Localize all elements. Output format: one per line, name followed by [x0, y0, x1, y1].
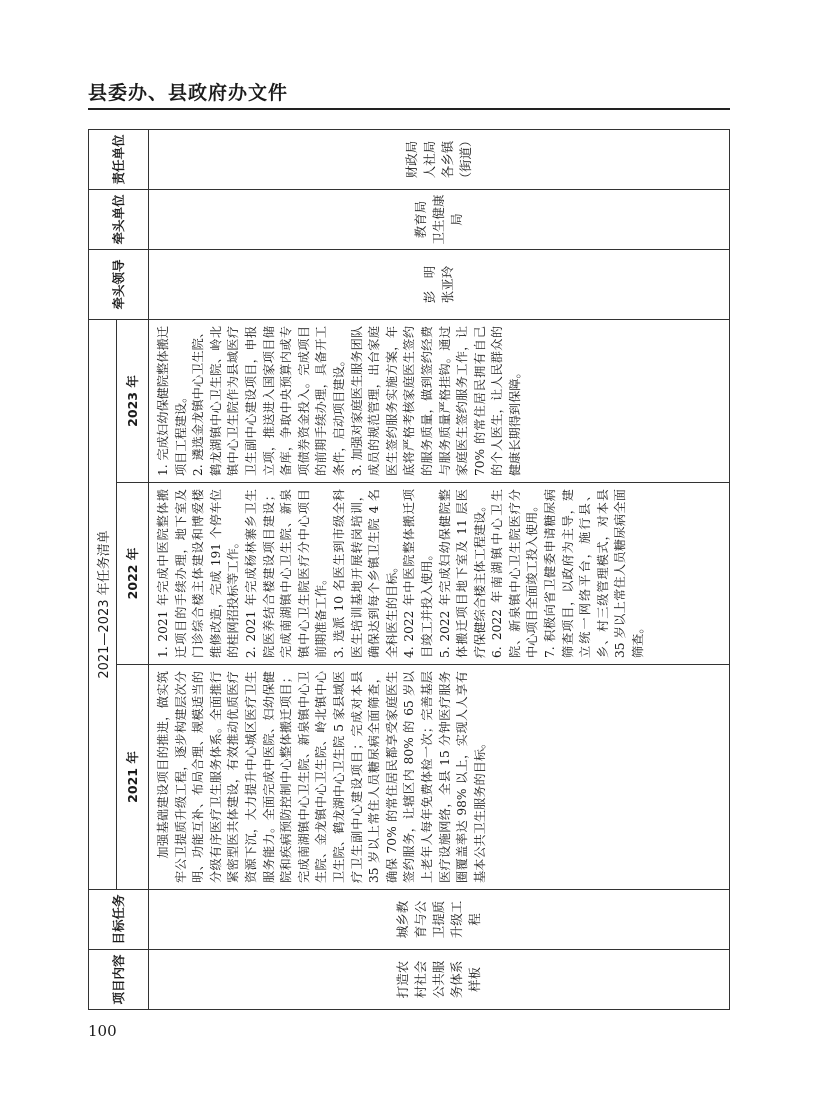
item-2022-1: 1. 2021 年完成中医院整体搬迁项目的手续办理，地下室及门诊综合楼主体建设和博爱楼维修改造，完成 191 个停车位的桂网招投标等工作。 [156, 489, 241, 658]
item-2022-6: 6. 2022 年南湖镇中心卫生院、新泉镇中心卫生院医疗分中心项目全面竣工投入使用。 [490, 489, 540, 658]
cell-leader: 彭 明 张亚玲 [149, 249, 730, 319]
cell-2023 [149, 319, 730, 482]
cell-project: 打造农村社会公共服务体系样板 [149, 950, 730, 1010]
item-2022-2: 2. 2021 年完成杨林寨乡卫生院医养结合楼建设项目建设；完成南湖镇中心卫生院、新泉镇中心卫生院医疗分中心项目前期准备工作。 [243, 489, 329, 658]
cell-2022 [149, 483, 730, 665]
header-2021: 2021 年 [117, 665, 149, 890]
cell-resp-unit: 财政局 人社局 各乡镇 （街道） [149, 129, 730, 189]
rotated-table [88, 130, 730, 1010]
cell-lead-unit: 教育局 卫生健康局 [149, 189, 730, 249]
cell-goal: 城乡教育与公卫提质升级工程 [149, 890, 730, 950]
item-2023-2: 2. 遴选金龙镇中心卫生院、鹤龙湖镇中心卫生院、岭北镇中心卫生院作为县域医疗卫生副中心建设项目，申报立项，推送进入国家项目储备库，争取中央预算内或专项债券资金投入。完成项目的前期手续办理，具备开工条件，启动项目建设。 [191, 325, 346, 476]
header-leader: 牵头领导 [89, 249, 149, 319]
cell-2021: 加强基础建设项目的推进，做实筑牢公卫提质升级工程，逐步构建层次分明、功能互补、布局合理、规模适当的分级有序医疗卫生服务体系。全面推行紧密型医共体建设，有效推动优质医疗资源下沉，大力提升中心城区医疗卫生服务能力。全面完成中医院、妇幼保健院和疾病预防控制中心整体搬迁项目；完成南湖镇中心卫生院、新泉镇中心卫生院、金龙镇中心卫生院、岭北镇中心卫生院、鹤龙湖中心卫生院 5 家县域医疗卫生副中心建设项目；完成对本县 35 岁以上常住人员糖尿病全面筛查，确保 70% 的常住居民都享受家庭医生签约服务，让辖区内 80% 的 65 岁以上老年人每年免费体检一次；完善基层医疗设施网络，全县 15 分钟医疗服务圈覆盖率达 98% 以上，实现人人享有基本公共卫生服务的目标。 [149, 665, 730, 890]
item-2022-3: 3. 选派 10 名医生到市级全科医生培训基地开展转岗培训，确保达到每个乡镇卫生院 4 名全科医生的目标。 [331, 489, 399, 658]
header-rule [88, 108, 730, 110]
item-2023-1: 1. 完成妇幼保健院整体搬迁项目工程建设。 [156, 325, 188, 476]
item-2023-3: 3. 加强对家庭医生服务团队成员的规范管理，出台家庭医生签约服务实施方案，年底将严格考核家庭医生签约的服务质量，做到签约经费与服务质量严格挂钩。通过家庭医生签约服务工作，让 70% 的常住居民拥有自己的个人医生，让人民群众的健康长期得到保障。 [349, 325, 522, 476]
table-row [149, 129, 730, 1009]
header-2022: 2022 年 [117, 483, 149, 665]
header-2023: 2023 年 [117, 319, 149, 482]
header-lead-unit: 牵头单位 [89, 189, 149, 249]
header-goal: 目标任务 [89, 890, 149, 950]
item-2022-5: 5. 2022 年完成妇幼保健院整体搬迁项目地下室及 11 层医疗保健综合楼主体工程建设。 [437, 489, 487, 658]
header-resp-unit: 责任单位 [89, 129, 149, 189]
header-task-list: 2021—2023 年任务清单 [89, 319, 117, 889]
header-project: 项目内容 [89, 950, 149, 1010]
item-2022-7: 7. 积极向省卫健委申请糖尿病筛查项目，以政府为主导，建立统一网络平台，施行县、乡、村三级管理模式，对本县 35 岁以上常住人员糖尿病全面筛查。 [543, 489, 646, 658]
header-row-top [89, 129, 117, 1009]
header-title: 县委办、县政府办文件 [88, 82, 289, 104]
item-2022-4: 4. 2022 年中医院整体搬迁项目竣工并投入使用。 [402, 489, 434, 658]
page-number: 100 [88, 1022, 117, 1040]
task-table [88, 129, 730, 1010]
